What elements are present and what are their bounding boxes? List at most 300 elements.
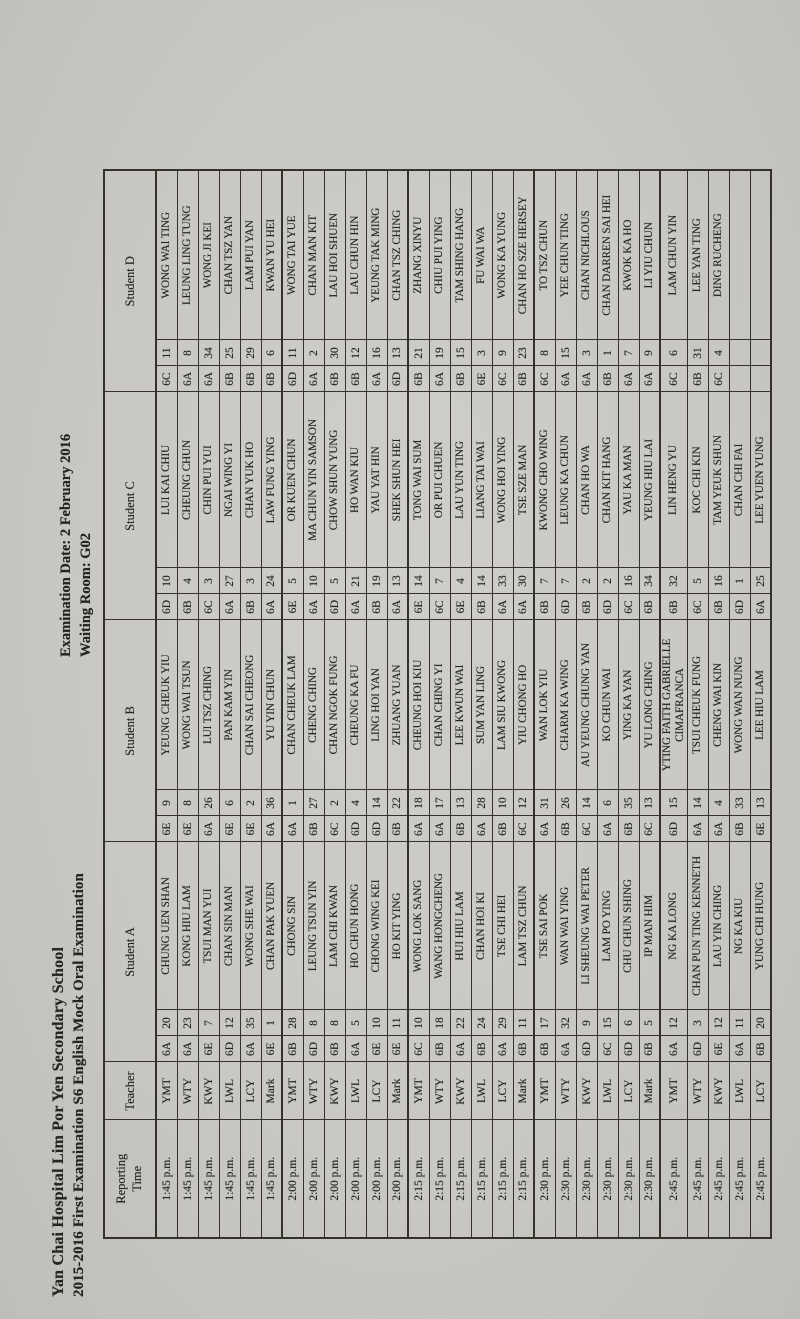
teacher-cell: KWY: [450, 1062, 471, 1120]
student-c-class-cell: 6B: [660, 594, 687, 620]
student-b-name-cell: YING KA YAN: [618, 620, 639, 790]
student-b-number-cell: 26: [555, 790, 576, 816]
student-a-number-cell: 35: [240, 1010, 261, 1036]
student-d-number-cell: 3: [471, 340, 492, 366]
student-d-class-cell: 6B: [408, 366, 429, 392]
teacher-cell: Mark: [513, 1062, 534, 1120]
student-c-name-cell: TAM YEUK SHUN: [708, 392, 729, 568]
student-c-name-cell: LUI KAI CHIU: [156, 392, 177, 568]
student-b-class-cell: 6B: [492, 816, 513, 842]
student-d-class-cell: 6A: [177, 366, 198, 392]
student-c-class-cell: 6E: [282, 594, 303, 620]
student-c-number-cell: 25: [750, 568, 771, 594]
student-d-name-cell: WONG KA YUNG: [492, 170, 513, 340]
student-d-class-cell: 6B: [687, 366, 708, 392]
student-a-name-cell: CHAN HOI KI: [471, 842, 492, 1010]
schedule-row: [408, 170, 429, 1238]
student-d-class-cell: 6A: [198, 366, 219, 392]
student-b-number-cell: 4: [708, 790, 729, 816]
student-d-name-cell: FU WAI WA: [471, 170, 492, 340]
reporting-time-cell: 2:00 p.m.: [366, 1120, 387, 1238]
title-block: [50, 873, 88, 1297]
student-c-class-cell: 6C: [687, 594, 708, 620]
student-d-name-cell: LI YIU CHUN: [639, 170, 660, 340]
student-d-name-cell: KWOK KA HO: [618, 170, 639, 340]
student-b-name-cell: LEE KWUN WAI: [450, 620, 471, 790]
student-a-number-cell: 32: [555, 1010, 576, 1036]
student-a-number-cell: 12: [708, 1010, 729, 1036]
student-a-class-cell: 6D: [219, 1036, 240, 1062]
student-d-number-cell: 9: [639, 340, 660, 366]
student-c-name-cell: WONG HOI YING: [492, 392, 513, 568]
schedule-row: [534, 170, 555, 1238]
teacher-cell: LWL: [345, 1062, 366, 1120]
student-a-class-cell: 6A: [660, 1036, 687, 1062]
student-c-class-cell: 6B: [708, 594, 729, 620]
student-a-class-cell: 6E: [366, 1036, 387, 1062]
student-a-name-cell: WANG HONGCHENG: [429, 842, 450, 1010]
student-b-class-cell: 6A: [282, 816, 303, 842]
student-b-class-cell: 6C: [639, 816, 660, 842]
student-b-name-cell: LING HOI YAN: [366, 620, 387, 790]
student-b-class-cell: 6B: [387, 816, 408, 842]
student-c-number-cell: 4: [450, 568, 471, 594]
student-d-name-cell: TAM SHING HANG: [450, 170, 471, 340]
teacher-cell: LCY: [366, 1062, 387, 1120]
student-d-name-cell: YEE CHUN TING: [555, 170, 576, 340]
reporting-time-cell: 2:45 p.m.: [708, 1120, 729, 1238]
student-d-number-cell: 3: [576, 340, 597, 366]
student-a-name-cell: LAM CHI KWAN: [324, 842, 345, 1010]
reporting-time-cell: 2:00 p.m.: [282, 1120, 303, 1238]
schedule-row: [576, 170, 597, 1238]
reporting-time-cell: 2:45 p.m.: [660, 1120, 687, 1238]
student-d-number-cell: 12: [345, 340, 366, 366]
student-a-class-cell: 6C: [408, 1036, 429, 1062]
date-block: [58, 434, 95, 657]
student-c-name-cell: SHEK SHUN HEI: [387, 392, 408, 568]
student-a-name-cell: CHAN PUN TING KENNETH: [687, 842, 708, 1010]
student-c-name-cell: CHIN PUI YUI: [198, 392, 219, 568]
schedule-table-body: [156, 170, 771, 1238]
student-a-class-cell: 6B: [324, 1036, 345, 1062]
student-a-name-cell: LAM PO YING: [597, 842, 618, 1010]
student-d-class-cell: 6B: [240, 366, 261, 392]
schedule-row: [513, 170, 534, 1238]
student-c-number-cell: 1: [729, 568, 750, 594]
student-b-name-cell: CHARM KA WING: [555, 620, 576, 790]
student-c-name-cell: YAU YAT HIN: [366, 392, 387, 568]
student-d-number-cell: 2: [303, 340, 324, 366]
student-c-name-cell: MA CHUN YIN SAMSON: [303, 392, 324, 568]
student-d-class-cell: 6A: [303, 366, 324, 392]
student-d-name-cell: LAU CHUN HIN: [345, 170, 366, 340]
teacher-cell: YMT: [282, 1062, 303, 1120]
teacher-cell: WTY: [555, 1062, 576, 1120]
schedule-row: [597, 170, 618, 1238]
student-b-name-cell: CHAN SAI CHEONG: [240, 620, 261, 790]
student-d-class-cell: 6B: [261, 366, 282, 392]
student-c-number-cell: 10: [303, 568, 324, 594]
student-a-name-cell: CHU CHUN SHING: [618, 842, 639, 1010]
student-b-name-cell: LAM SIU KWONG: [492, 620, 513, 790]
student-b-name-cell: YTING FAITH GABRIELLE CIMAFRANCA: [660, 620, 687, 790]
student-c-class-cell: 6A: [750, 594, 771, 620]
schedule-row: [345, 170, 366, 1238]
student-b-name-cell: KO CHUN WAI: [597, 620, 618, 790]
student-a-number-cell: 8: [303, 1010, 324, 1036]
student-a-number-cell: 11: [513, 1010, 534, 1036]
student-b-name-cell: YEUNG CHEUK YIU: [156, 620, 177, 790]
student-b-number-cell: 36: [261, 790, 282, 816]
student-b-name-cell: CHAN NGOK FUNG: [324, 620, 345, 790]
student-b-number-cell: 18: [408, 790, 429, 816]
student-b-name-cell: LEE HIU LAM: [750, 620, 771, 790]
student-d-number-cell: 6: [660, 340, 687, 366]
teacher-cell: LWL: [729, 1062, 750, 1120]
student-a-class-cell: 6D: [576, 1036, 597, 1062]
student-a-number-cell: 12: [219, 1010, 240, 1036]
student-c-class-cell: 6B: [366, 594, 387, 620]
student-d-name-cell: WONG WAI TING: [156, 170, 177, 340]
student-b-number-cell: 22: [387, 790, 408, 816]
student-b-number-cell: 9: [156, 790, 177, 816]
header-student-b: Student B: [104, 620, 156, 842]
student-c-name-cell: CHAN YUK HO: [240, 392, 261, 568]
student-a-number-cell: 28: [282, 1010, 303, 1036]
student-c-name-cell: LAW FUNG YING: [261, 392, 282, 568]
reporting-time-cell: 2:15 p.m.: [471, 1120, 492, 1238]
reporting-time-cell: 1:45 p.m.: [177, 1120, 198, 1238]
student-c-number-cell: 7: [534, 568, 555, 594]
student-b-class-cell: 6E: [219, 816, 240, 842]
reporting-time-cell: 2:45 p.m.: [750, 1120, 771, 1238]
student-c-number-cell: 7: [555, 568, 576, 594]
schedule-row: [240, 170, 261, 1238]
student-a-class-cell: 6A: [555, 1036, 576, 1062]
student-d-class-cell: 6B: [324, 366, 345, 392]
student-b-number-cell: 26: [198, 790, 219, 816]
student-b-name-cell: WAN LOK YIU: [534, 620, 555, 790]
teacher-cell: LCY: [750, 1062, 771, 1120]
student-b-number-cell: 4: [345, 790, 366, 816]
student-b-class-cell: 6A: [471, 816, 492, 842]
student-b-number-cell: 6: [597, 790, 618, 816]
student-a-class-cell: 6A: [492, 1036, 513, 1062]
student-a-number-cell: 5: [639, 1010, 660, 1036]
student-a-class-cell: 6A: [345, 1036, 366, 1062]
student-a-class-cell: 6E: [708, 1036, 729, 1062]
student-c-class-cell: 6A: [492, 594, 513, 620]
exam-subtitle: 2015-2016 First Examination S6 English Mock Oral Examination: [71, 873, 87, 1297]
student-c-name-cell: YAU KA MAN: [618, 392, 639, 568]
student-d-number-cell: 25: [219, 340, 240, 366]
teacher-cell: Mark: [261, 1062, 282, 1120]
student-b-number-cell: 15: [660, 790, 687, 816]
student-b-name-cell: CHEUNG HOI KIU: [408, 620, 429, 790]
schedule-row: [618, 170, 639, 1238]
teacher-cell: LWL: [471, 1062, 492, 1120]
reporting-time-cell: 2:45 p.m.: [729, 1120, 750, 1238]
student-d-class-cell: 6C: [534, 366, 555, 392]
student-b-class-cell: 6D: [366, 816, 387, 842]
student-c-number-cell: 7: [429, 568, 450, 594]
student-d-class-cell: 6C: [660, 366, 687, 392]
student-b-number-cell: 14: [687, 790, 708, 816]
student-b-name-cell: YU LONG CHING: [639, 620, 660, 790]
student-c-class-cell: 6B: [534, 594, 555, 620]
student-a-name-cell: HUI HIU LAM: [450, 842, 471, 1010]
student-d-class-cell: 6B: [345, 366, 366, 392]
student-d-number-cell: [750, 340, 771, 366]
header-student-a: Student A: [104, 842, 156, 1062]
reporting-time-cell: 2:00 p.m.: [387, 1120, 408, 1238]
student-c-class-cell: 6B: [639, 594, 660, 620]
student-d-number-cell: 21: [408, 340, 429, 366]
student-d-class-cell: 6A: [366, 366, 387, 392]
schedule-row: [555, 170, 576, 1238]
student-c-number-cell: 5: [687, 568, 708, 594]
reporting-time-cell: 2:30 p.m.: [576, 1120, 597, 1238]
student-a-number-cell: 20: [750, 1010, 771, 1036]
student-b-class-cell: 6A: [408, 816, 429, 842]
student-a-number-cell: 7: [198, 1010, 219, 1036]
student-a-name-cell: TSE SAI POK: [534, 842, 555, 1010]
teacher-cell: LCY: [618, 1062, 639, 1120]
student-a-name-cell: NG KA LONG: [660, 842, 687, 1010]
student-a-class-cell: 6B: [513, 1036, 534, 1062]
schedule-row: [708, 170, 729, 1238]
student-d-name-cell: CHAN TSZ YAN: [219, 170, 240, 340]
student-c-class-cell: 6C: [618, 594, 639, 620]
schedule-table-head: [104, 170, 156, 1238]
student-c-number-cell: 34: [639, 568, 660, 594]
reporting-time-cell: 2:15 p.m.: [450, 1120, 471, 1238]
student-b-name-cell: TSUI CHEUK FUNG: [687, 620, 708, 790]
student-a-number-cell: 20: [156, 1010, 177, 1036]
student-c-class-cell: 6B: [240, 594, 261, 620]
header-reporting-time: Reporting Time: [104, 1120, 156, 1238]
student-c-class-cell: 6C: [429, 594, 450, 620]
student-d-number-cell: [729, 340, 750, 366]
student-a-number-cell: 11: [729, 1010, 750, 1036]
student-b-number-cell: 1: [282, 790, 303, 816]
student-d-name-cell: WONG JI KEI: [198, 170, 219, 340]
student-c-number-cell: 5: [282, 568, 303, 594]
teacher-cell: LWL: [597, 1062, 618, 1120]
student-b-class-cell: 6C: [324, 816, 345, 842]
student-c-name-cell: CHAN HO WA: [576, 392, 597, 568]
student-d-name-cell: YEUNG TAK MING: [366, 170, 387, 340]
student-d-class-cell: 6D: [282, 366, 303, 392]
student-c-class-cell: 6D: [555, 594, 576, 620]
student-a-name-cell: HO KIT YING: [387, 842, 408, 1010]
student-c-class-cell: 6E: [408, 594, 429, 620]
schedule-row: [282, 170, 303, 1238]
student-d-class-cell: 6A: [618, 366, 639, 392]
student-d-class-cell: 6A: [576, 366, 597, 392]
student-b-name-cell: SUM YAN LING: [471, 620, 492, 790]
student-c-name-cell: LEE YUEN YUNG: [750, 392, 771, 568]
schedule-row: [687, 170, 708, 1238]
student-a-number-cell: 18: [429, 1010, 450, 1036]
student-a-name-cell: LAM TSZ CHUN: [513, 842, 534, 1010]
teacher-cell: WTY: [303, 1062, 324, 1120]
student-c-number-cell: 16: [618, 568, 639, 594]
student-c-number-cell: 33: [492, 568, 513, 594]
student-a-name-cell: TSE CHI HEI: [492, 842, 513, 1010]
schedule-row: [387, 170, 408, 1238]
student-b-class-cell: 6B: [555, 816, 576, 842]
teacher-cell: KWY: [324, 1062, 345, 1120]
student-c-name-cell: CHAN KIT HANG: [597, 392, 618, 568]
student-d-class-cell: [750, 366, 771, 392]
student-b-class-cell: 6E: [156, 816, 177, 842]
student-a-class-cell: 6B: [534, 1036, 555, 1062]
student-c-name-cell: HO WAN KIU: [345, 392, 366, 568]
student-b-number-cell: 13: [750, 790, 771, 816]
student-a-name-cell: KONG HIU LAM: [177, 842, 198, 1010]
student-d-name-cell: LAU HOI SHUEN: [324, 170, 345, 340]
student-a-class-cell: 6A: [450, 1036, 471, 1062]
teacher-cell: YMT: [156, 1062, 177, 1120]
student-a-class-cell: 6B: [282, 1036, 303, 1062]
student-b-name-cell: CHEUNG KA FU: [345, 620, 366, 790]
schedule-row: [639, 170, 660, 1238]
student-a-number-cell: 5: [345, 1010, 366, 1036]
student-d-number-cell: 23: [513, 340, 534, 366]
student-c-number-cell: 27: [219, 568, 240, 594]
student-a-number-cell: 6: [618, 1010, 639, 1036]
student-d-number-cell: 16: [366, 340, 387, 366]
student-a-name-cell: LEUNG TSUN YIN: [303, 842, 324, 1010]
student-c-name-cell: TSE SZE MAN: [513, 392, 534, 568]
student-c-name-cell: LIANG TAI WAI: [471, 392, 492, 568]
student-b-name-cell: WONG WAI TSUN: [177, 620, 198, 790]
student-b-name-cell: AU YEUNG CHUNG YAN: [576, 620, 597, 790]
student-d-number-cell: 19: [429, 340, 450, 366]
student-d-name-cell: LEE YAN TING: [687, 170, 708, 340]
student-c-class-cell: 6A: [513, 594, 534, 620]
student-b-class-cell: 6A: [708, 816, 729, 842]
student-b-name-cell: ZHUANG YUAN: [387, 620, 408, 790]
schedule-row: [750, 170, 771, 1238]
student-a-number-cell: 10: [366, 1010, 387, 1036]
reporting-time-cell: 2:15 p.m.: [492, 1120, 513, 1238]
student-b-number-cell: 10: [492, 790, 513, 816]
student-d-class-cell: 6D: [387, 366, 408, 392]
student-d-name-cell: ZHANG XINYU: [408, 170, 429, 340]
student-b-class-cell: 6B: [729, 816, 750, 842]
student-c-name-cell: KOC CHI KIN: [687, 392, 708, 568]
student-c-number-cell: 2: [597, 568, 618, 594]
schedule-row: [729, 170, 750, 1238]
teacher-cell: WTY: [687, 1062, 708, 1120]
student-c-class-cell: 6C: [198, 594, 219, 620]
student-a-name-cell: LAU YIN CHING: [708, 842, 729, 1010]
student-c-number-cell: 32: [660, 568, 687, 594]
student-d-class-cell: 6A: [429, 366, 450, 392]
student-d-name-cell: LAM PUI YAN: [240, 170, 261, 340]
waiting-room-label: Waiting Room: G02: [78, 532, 94, 657]
student-b-class-cell: 6A: [429, 816, 450, 842]
schedule-row: [660, 170, 687, 1238]
student-b-number-cell: 6: [219, 790, 240, 816]
teacher-cell: KWY: [198, 1062, 219, 1120]
student-c-class-cell: 6A: [303, 594, 324, 620]
student-b-number-cell: 2: [324, 790, 345, 816]
student-d-number-cell: 31: [687, 340, 708, 366]
student-d-name-cell: CHIU PUI YING: [429, 170, 450, 340]
student-c-class-cell: 6B: [471, 594, 492, 620]
student-a-class-cell: 6B: [429, 1036, 450, 1062]
student-b-name-cell: CHAN CHING YI: [429, 620, 450, 790]
reporting-time-cell: 2:15 p.m.: [513, 1120, 534, 1238]
student-b-name-cell: YU YIN CHUN: [261, 620, 282, 790]
student-a-name-cell: IP MAN HIM: [639, 842, 660, 1010]
student-b-class-cell: 6E: [177, 816, 198, 842]
schedule-row: [303, 170, 324, 1238]
student-a-class-cell: 6D: [303, 1036, 324, 1062]
student-c-name-cell: YEUNG HIU LAI: [639, 392, 660, 568]
schedule-row: [177, 170, 198, 1238]
teacher-cell: Mark: [639, 1062, 660, 1120]
student-a-name-cell: CHONG WING KEI: [366, 842, 387, 1010]
student-c-class-cell: 6B: [576, 594, 597, 620]
student-d-name-cell: LEUNG LING TUNG: [177, 170, 198, 340]
reporting-time-cell: 1:45 p.m.: [156, 1120, 177, 1238]
school-title: Yan Chai Hospital Lim Por Yen Secondary School: [50, 946, 67, 1297]
student-d-number-cell: 34: [198, 340, 219, 366]
student-c-number-cell: 21: [345, 568, 366, 594]
student-d-number-cell: 6: [261, 340, 282, 366]
schedule-row: [156, 170, 177, 1238]
schedule-row: [429, 170, 450, 1238]
student-b-name-cell: CHAN CHEUK LAM: [282, 620, 303, 790]
student-d-number-cell: 11: [156, 340, 177, 366]
student-a-class-cell: 6B: [750, 1036, 771, 1062]
student-d-number-cell: 8: [534, 340, 555, 366]
student-d-number-cell: 15: [450, 340, 471, 366]
student-a-class-cell: 6A: [729, 1036, 750, 1062]
exam-date-label: Examination Date: 2 February 2016: [58, 433, 74, 657]
student-c-number-cell: 16: [708, 568, 729, 594]
reporting-time-cell: 2:30 p.m.: [618, 1120, 639, 1238]
student-d-name-cell: CHAN DARREN SAI HEI: [597, 170, 618, 340]
student-b-class-cell: 6D: [345, 816, 366, 842]
student-a-name-cell: WONG SHE WAI: [240, 842, 261, 1010]
student-a-number-cell: 17: [534, 1010, 555, 1036]
student-c-class-cell: 6A: [261, 594, 282, 620]
student-b-class-cell: 6B: [450, 816, 471, 842]
schedule-row: [450, 170, 471, 1238]
student-b-class-cell: 6A: [198, 816, 219, 842]
student-c-number-cell: 10: [156, 568, 177, 594]
student-a-class-cell: 6E: [261, 1036, 282, 1062]
student-d-name-cell: KWAN YU HEI: [261, 170, 282, 340]
exam-schedule-table: [103, 169, 772, 1239]
teacher-cell: YMT: [660, 1062, 687, 1120]
student-b-name-cell: WONG WAN NUNG: [729, 620, 750, 790]
student-a-class-cell: 6A: [156, 1036, 177, 1062]
teacher-cell: YMT: [534, 1062, 555, 1120]
student-a-number-cell: 3: [687, 1010, 708, 1036]
student-c-class-cell: 6D: [597, 594, 618, 620]
student-b-class-cell: 6E: [240, 816, 261, 842]
teacher-cell: YMT: [408, 1062, 429, 1120]
reporting-time-cell: 1:45 p.m.: [261, 1120, 282, 1238]
student-a-class-cell: 6B: [639, 1036, 660, 1062]
